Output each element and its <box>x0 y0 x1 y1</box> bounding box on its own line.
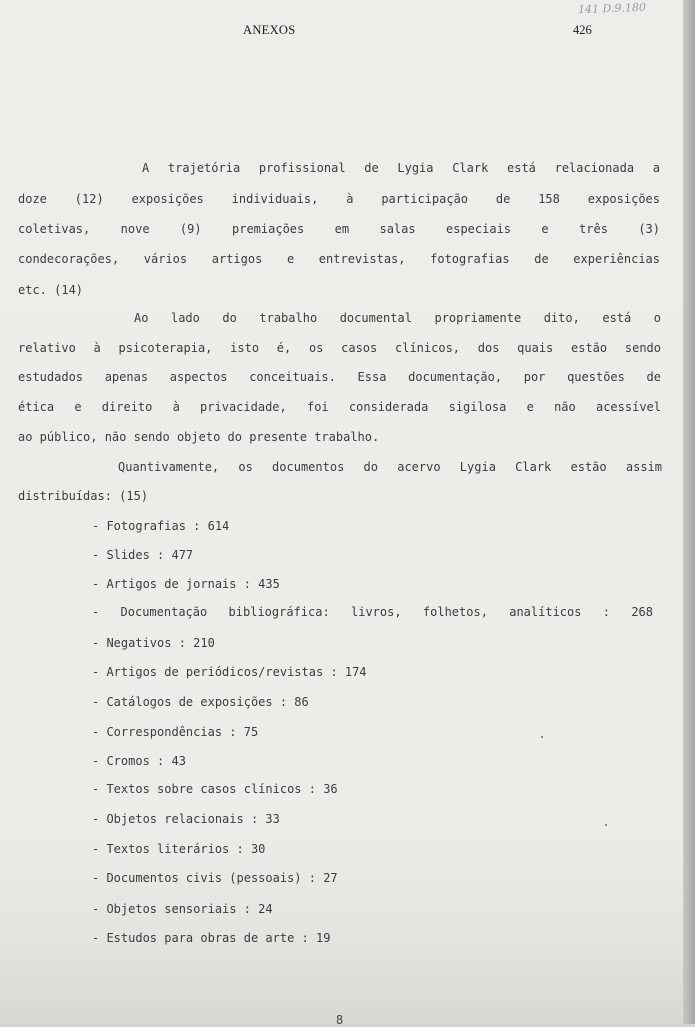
handwritten-note: 141 D.9.180 <box>577 0 647 17</box>
paragraph-line: ao público, não sendo objeto do presente trabalho. <box>18 430 380 444</box>
list-item: - Slides : 477 <box>92 548 194 562</box>
paragraph-line: distribuídas: (15) <box>18 489 149 503</box>
list-item: - Cromos : 43 <box>92 754 186 768</box>
list-item: - Estudos para obras de arte : 19 <box>92 931 331 945</box>
paragraph-line: Ao lado do trabalho documental propriamente dito, está o <box>134 311 661 325</box>
paragraph-line: Quantivamente, os documentos do acervo Lygia Clark estão assim <box>118 460 662 474</box>
paragraph-line: coletivas, nove (9) premiações em salas especiais e três (3) <box>18 222 660 236</box>
footer-page-number: 8 <box>336 1013 344 1027</box>
list-item: - Documentação bibliográfica: livros, folhetos, analíticos : 268 <box>92 605 653 619</box>
paragraph-line: doze (12) exposições individuais, à participação de 158 exposições <box>18 192 660 206</box>
list-item: - Correspondências : 75 <box>92 725 259 739</box>
paragraph-line: ética e direito à privacidade, foi considerada sigilosa e não acessível <box>18 400 661 414</box>
list-item: - Negativos : 210 <box>92 636 215 650</box>
list-item: - Textos sobre casos clínicos : 36 <box>92 782 338 796</box>
list-item: - Artigos de jornais : 435 <box>92 577 280 591</box>
paragraph-line: A trajetória profissional de Lygia Clark está relacionada a <box>142 161 660 175</box>
list-item: - Fotografias : 614 <box>92 519 230 533</box>
scan-speck <box>605 824 607 826</box>
list-item: - Objetos sensoriais : 24 <box>92 902 273 916</box>
list-item: - Artigos de periódicos/revistas : 174 <box>92 665 367 679</box>
scan-speck <box>541 736 543 738</box>
list-item: - Catálogos de exposições : 86 <box>92 695 309 709</box>
list-item: - Textos literários : 30 <box>92 842 266 856</box>
header-page-number: 426 <box>573 23 592 37</box>
binding-shadow <box>683 0 695 1024</box>
list-item: - Documentos civis (pessoais) : 27 <box>92 871 338 885</box>
list-item: - Objetos relacionais : 33 <box>92 812 280 826</box>
paragraph-line: relativo à psicoterapia, isto é, os casos clínicos, dos quais estão sendo <box>18 341 661 355</box>
running-header: ANEXOS <box>243 23 296 37</box>
paragraph-line: condecorações, vários artigos e entrevistas, fotografias de experiências <box>18 252 660 266</box>
paragraph-line: estudados apenas aspectos conceituais. Essa documentação, por questões de <box>18 370 661 384</box>
paragraph-line: etc. (14) <box>18 283 84 297</box>
